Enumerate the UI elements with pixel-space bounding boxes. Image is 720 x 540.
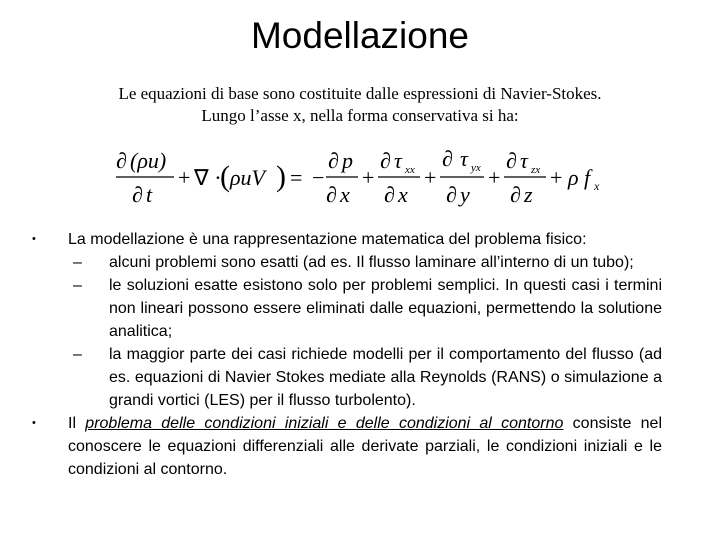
bullet-list xyxy=(32,228,662,481)
eq-dx2-partial: ∂ xyxy=(384,182,395,207)
eq-lhs1-denominator: t xyxy=(146,182,153,207)
eq-rho: ρ xyxy=(568,165,579,190)
eq-dy-y: y xyxy=(460,182,470,207)
bullet-marker: • xyxy=(32,233,36,245)
eq-nabla-dot: ∇ · xyxy=(194,165,222,190)
navier-stokes-equation xyxy=(112,140,632,215)
sub-bullet-marker: – xyxy=(73,346,82,363)
eq-dp-partial: ∂ xyxy=(328,148,339,173)
eq-lhs1-den-partial: ∂ xyxy=(132,182,143,207)
eq-sub-xx: xx xyxy=(405,164,415,176)
eq-sub-x: x xyxy=(594,179,600,193)
bullet-item-modellazione xyxy=(32,228,662,412)
eq-dp-p: p xyxy=(342,148,353,173)
equation-graphic xyxy=(112,140,632,215)
eq-equals: = xyxy=(290,165,303,190)
eq-dtauyx-partial: ∂ xyxy=(442,146,453,171)
sub-bullet-item xyxy=(73,343,662,412)
eq-dz-partial: ∂ xyxy=(510,182,521,207)
intro-line-1: Le equazioni di base sono costituite dalle espressioni di Navier-Stokes. xyxy=(118,84,602,103)
eq-dy-partial: ∂ xyxy=(446,182,457,207)
eq-plus-2: + xyxy=(362,165,375,190)
eq-dx1-partial: ∂ xyxy=(326,182,337,207)
bullet-item-condizioni xyxy=(32,412,662,481)
eq-tau-xx: τ xyxy=(394,148,402,173)
eq-paren-open: ( xyxy=(220,160,230,193)
eq-plus-1: + xyxy=(178,165,191,190)
sub-bullet-marker: – xyxy=(73,277,82,294)
bullet-suffix: consiste nel conoscere le equazioni differenziali alle derivate parziali, le condizioni iniziali e le condizioni al contorno. xyxy=(68,415,663,478)
eq-plus-4: + xyxy=(488,165,501,190)
eq-plus-5: + xyxy=(550,165,563,190)
eq-dtauxx-partial: ∂ xyxy=(380,148,391,173)
eq-tau-zx: τ xyxy=(520,148,528,173)
eq-dx1-x: x xyxy=(340,182,350,207)
bullet-marker: • xyxy=(32,417,36,429)
bullet-emphasis: problema delle condizioni iniziali e delle condizioni al contorno xyxy=(85,415,564,432)
eq-plus-3: + xyxy=(424,165,437,190)
eq-lhs1-numerator: (ρu) xyxy=(130,148,167,173)
sub-bullet-item xyxy=(73,251,662,274)
bullet-paragraph xyxy=(32,412,662,481)
eq-dx2-x: x xyxy=(398,182,408,207)
eq-sub-zx: zx xyxy=(531,164,541,176)
sub-bullet-list xyxy=(68,251,662,412)
slide-title: Modellazione xyxy=(250,15,470,56)
bullet-text: La modellazione è una rappresentazione matematica del problema fisico: xyxy=(68,231,587,248)
sub-bullet-marker: – xyxy=(73,254,82,271)
eq-paren-close: ) xyxy=(276,160,286,193)
eq-tau-yx: τ xyxy=(460,146,468,171)
eq-lhs2: ρuV xyxy=(230,165,265,190)
intro-line-2: Lungo l’asse x, nella forma conservativa si ha: xyxy=(201,106,519,125)
eq-dz-z: z xyxy=(524,182,533,207)
bullet-prefix: Il xyxy=(68,415,86,432)
intro-paragraph xyxy=(60,83,660,127)
eq-lhs1-partial: ∂ xyxy=(116,148,127,173)
sub-bullet-text: le soluzioni esatte esistono solo per problemi semplici. In questi casi i termini non lineari possono essere eliminati dalle equazioni, permettendo la solutione analitica; xyxy=(109,277,662,340)
eq-minus: − xyxy=(312,165,325,190)
sub-bullet-text: alcuni problemi sono esatti (ad es. Il flusso laminare all’interno di un tubo); xyxy=(109,254,634,271)
sub-bullet-item xyxy=(73,274,662,343)
eq-dtauzx-partial: ∂ xyxy=(506,148,517,173)
sub-bullet-text: la maggior parte dei casi richiede modelli per il comportamento del flusso (ad es. equazioni di Navier Stokes mediate alla Reynolds (RANS) o simulazione a grandi vortici (LES) per il flusso turbolento). xyxy=(109,346,662,409)
eq-f: f xyxy=(584,165,591,190)
eq-sub-yx: yx xyxy=(471,162,481,174)
